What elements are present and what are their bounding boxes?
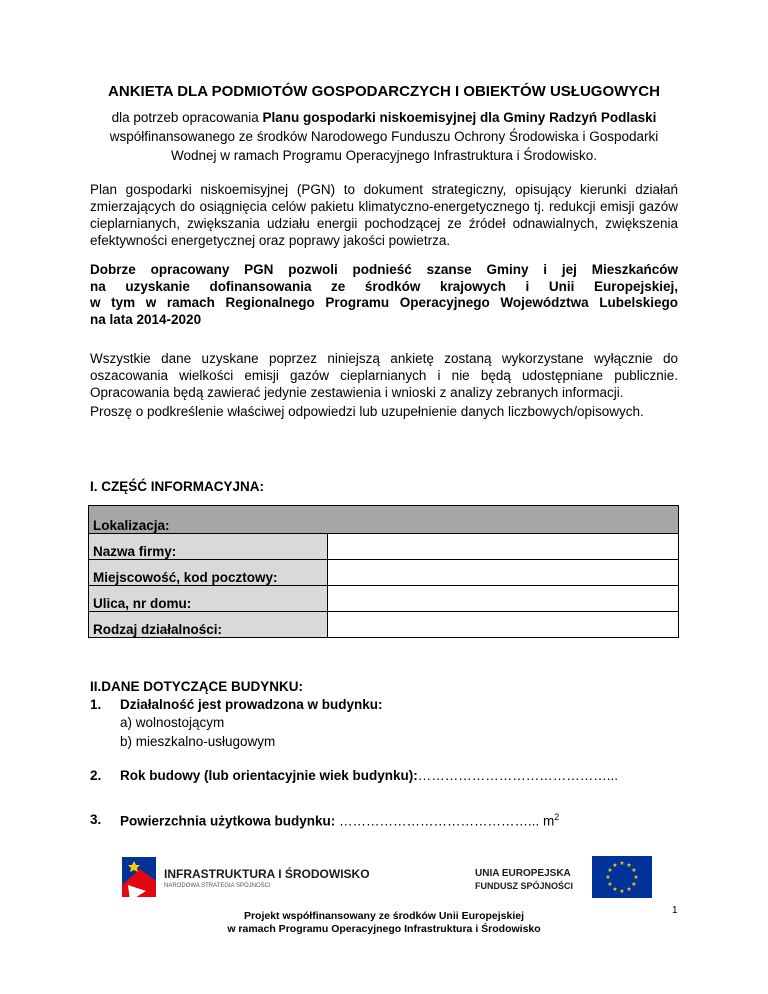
bold-paragraph-line: Dobrze opracowany PGN pozwoli podnieść szanse Gminy i jej Mieszkańców <box>90 262 678 277</box>
page-number: 1 <box>672 905 678 916</box>
footer-line1: Projekt współfinansowany ze środków Unii Europejskiej <box>243 910 525 922</box>
svg-text:★: ★ <box>612 886 618 893</box>
document-title: ANKIETA DLA PODMIOTÓW GOSPODARCZYCH I OBIEKTÓW USŁUGOWYCH <box>108 83 660 100</box>
company-name-label: Nazwa firmy: <box>89 534 328 560</box>
question-number: 3. <box>90 812 102 827</box>
svg-text:★: ★ <box>619 888 625 895</box>
svg-text:★: ★ <box>626 886 632 893</box>
svg-text:★: ★ <box>607 867 613 874</box>
question-text: Działalność jest prowadzona w budynku: <box>120 697 383 712</box>
business-type-label: Rodzaj działalności: <box>89 612 328 638</box>
footer-line2: w ramach Programu Operacyjnego Infrastruktura i Środowisko <box>227 923 541 935</box>
question-number: 1. <box>90 697 102 712</box>
table-header-cell: Lokalizacja: <box>89 506 679 534</box>
table-row <box>89 612 679 638</box>
business-type-field[interactable] <box>328 612 679 638</box>
option-residential-service[interactable]: b) mieszkalno-usługowym <box>120 734 276 749</box>
question-2 <box>90 768 678 788</box>
bold-paragraph-line: w tym w ramach Regionalnego Programu Operacyjnego Województwa Lubelskiego <box>90 295 678 310</box>
table-row <box>89 534 679 560</box>
city-postal-field[interactable] <box>328 560 679 586</box>
instruction-text: Proszę o podkreślenie właściwej odpowiedzi lub uzupełnienie danych liczbowych/opisowych. <box>90 404 644 419</box>
street-label: Ulica, nr domu: <box>89 586 328 612</box>
section1-heading: I. CZĘŚĆ INFORMACYJNA: <box>90 479 265 494</box>
svg-text:★: ★ <box>607 881 613 888</box>
eu-logo <box>470 856 670 900</box>
subtitle-prefix: dla potrzeb opracowania <box>111 110 263 125</box>
question-3 <box>90 812 678 832</box>
page-footer <box>0 910 768 936</box>
table-row <box>89 586 679 612</box>
svg-text:★: ★ <box>605 874 611 881</box>
svg-text:★: ★ <box>631 867 637 874</box>
privacy-paragraph: Wszystkie dane uzyskane poprzez niniejszą ankietę zostaną wykorzystane wyłącznie do oszacowania wielkości emisji gazów cieplarnianych i nie będą udostępniane publicznie. Opracowania będą zawierać jedynie zestawienia i wnioski z analizy zebranych informacji. <box>90 351 678 400</box>
bold-paragraph <box>90 262 678 328</box>
subtitle-line2: współfinansowanego ze środków Narodowego Funduszu Ochrony Środowiska i Gospodarki <box>109 129 659 144</box>
section2-heading: II.DANE DOTYCZĄCE BUDYNKU: <box>90 679 304 694</box>
bold-paragraph-line: na lata 2014-2020 <box>90 311 202 327</box>
question-text: Powierzchnia użytkowa budynku: ……………………………………... $m^2$ <box>120 812 560 829</box>
svg-text:★: ★ <box>612 862 618 869</box>
answer-blank[interactable]: ……………………………………... <box>417 768 619 783</box>
infrastruktura-logo <box>120 855 370 909</box>
svg-text:★: ★ <box>619 860 625 867</box>
answer-blank[interactable]: ……………………………………... m <box>335 813 555 829</box>
svg-text:★: ★ <box>626 862 632 869</box>
question-1 <box>90 697 678 757</box>
intro-paragraph: Plan gospodarki niskoemisyjnej (PGN) to dokument strategiczny, opisujący kierunki działań zmierzających do osiągnięcia celów pakietu klimatyczno-energetycznego tj. redukcji emisji gazów cieplarnianych, zwiększania udziału energii pochodzącej ze źródeł odnawialnych, zwiększenia efektywności energetycznej oraz poprawy jakości powietrza. <box>90 182 678 248</box>
company-name-field[interactable] <box>328 534 679 560</box>
street-field[interactable] <box>328 586 679 612</box>
question-number: 2. <box>90 768 102 783</box>
eu-flag-icon <box>592 856 652 898</box>
infrastruktura-logo-sub: NARODOWA STRATEGIA SPÓJNOŚCI <box>164 883 271 889</box>
document-subtitle <box>90 108 678 165</box>
question-text: Rok budowy (lub orientacyjnie wiek budynku):……………………………………... <box>120 768 619 783</box>
infrastruktura-logo-name: INFRASTRUKTURA I ŚRODOWISKO <box>164 867 370 881</box>
eu-logo-sub: FUNDUSZ SPÓJNOŚCI <box>475 881 574 891</box>
option-detached[interactable]: a) wolnostojącym <box>120 715 225 730</box>
subtitle-line3: Wodnej w ramach Programu Operacyjnego Infrastruktura i Środowisko. <box>171 148 597 163</box>
infrastruktura-logo-icon <box>120 855 160 907</box>
company-info-table <box>88 505 679 638</box>
subtitle-plan-name: Planu gospodarki niskoemisyjnej dla Gminy Radzyń Podlaski <box>262 110 657 125</box>
city-postal-label: Miejscowość, kod pocztowy: <box>89 560 328 586</box>
svg-text:★: ★ <box>631 881 637 888</box>
bold-paragraph-line: na uzyskanie dofinansowania ze środków krajowych i Unii Europejskiej, <box>90 278 678 294</box>
svg-text:★: ★ <box>633 874 639 881</box>
unit-superscript: 2 <box>554 812 560 822</box>
table-header-row <box>89 506 679 534</box>
table-row <box>89 560 679 586</box>
eu-logo-name: UNIA EUROPEJSKA <box>475 868 571 879</box>
